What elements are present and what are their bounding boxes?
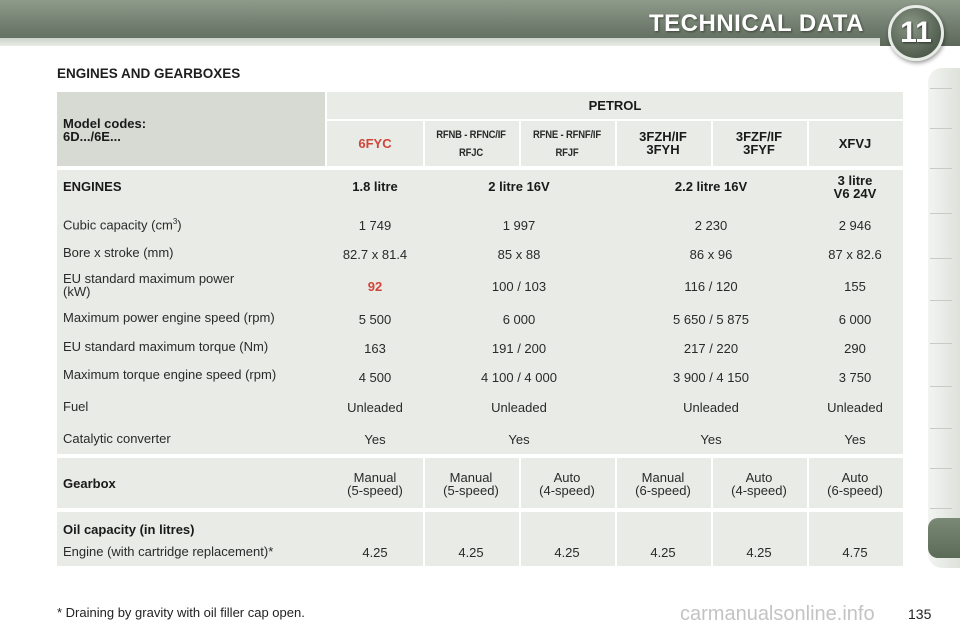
table-cell: Yes (364, 432, 386, 447)
tab-divider (930, 428, 952, 429)
superscript: 3 (172, 217, 178, 226)
table-cell: 5 500 (358, 312, 392, 327)
table-cell: Unleaded (683, 400, 739, 415)
model-code: 6FYC (358, 136, 392, 151)
row-label: Catalytic converter (63, 431, 171, 446)
divider (519, 121, 521, 166)
table-cell: 1 997 (502, 218, 536, 233)
row-label: Maximum power engine speed (rpm) (63, 310, 275, 325)
table-cell: 3 750 (838, 370, 872, 385)
header-underline (0, 38, 880, 46)
tab-divider (930, 386, 952, 387)
table-cell: 86 x 96 (689, 247, 733, 262)
model-codes-label: Model codes: (63, 116, 147, 131)
gearbox-cell: Auto (745, 470, 773, 485)
row-label-cubic-capacity (63, 215, 323, 232)
oil-cell: 4.75 (842, 545, 868, 560)
gearbox-cell: Auto (553, 470, 581, 485)
engine-name: V6 24V (833, 186, 877, 201)
chapter-number: 11 (900, 16, 932, 49)
table-cell: 2 230 (694, 218, 728, 233)
table-cell: 6 000 (838, 312, 872, 327)
table-cell: 92 (367, 279, 383, 294)
model-code: XFVJ (838, 136, 872, 151)
chapter-tab-strip (928, 68, 960, 568)
table-cell: 290 (844, 341, 866, 356)
row-label: Bore x stroke (mm) (63, 245, 174, 260)
oil-cell: 4.25 (458, 545, 484, 560)
table-cell: Unleaded (491, 400, 547, 415)
tab-divider (930, 468, 952, 469)
engine-name: 2 litre 16V (488, 179, 550, 194)
table-cell: 4 500 (358, 370, 392, 385)
row-label-text: Cubic capacity (cm (63, 217, 173, 233)
tab-divider (930, 300, 952, 301)
gearbox-cell: (4-speed) (731, 483, 787, 498)
model-code: 3FYF (743, 142, 775, 157)
model-code: RFJF (555, 147, 579, 159)
table-cell: 155 (844, 279, 866, 294)
table-cell: 217 / 220 (683, 341, 739, 356)
fuel-group-header: PETROL (588, 98, 642, 113)
gearbox-cell: Manual (449, 470, 493, 485)
chapter-tab-active[interactable] (928, 518, 960, 558)
model-code: 3FYH (646, 142, 680, 157)
row-label: Fuel (63, 399, 89, 414)
model-code: 3FZF/IF (735, 129, 783, 144)
gearbox-cell: (4-speed) (539, 483, 595, 498)
row-label: EU standard maximum torque (Nm) (63, 339, 269, 354)
model-code: RFNB - RFNC/IF (436, 129, 506, 141)
table-cell: 100 / 103 (491, 279, 547, 294)
table-cell: 116 / 120 (684, 279, 738, 294)
page-number: 135 (908, 606, 932, 622)
table-cell: 3 900 / 4 150 (673, 370, 749, 385)
gearbox-cell: (6-speed) (827, 483, 883, 498)
tab-divider (930, 343, 952, 344)
row-label: EU standard maximum power (63, 271, 235, 286)
tab-divider (930, 128, 952, 129)
oil-capacity-label: Oil capacity (in litres) (63, 522, 195, 537)
model-codes-value: 6D.../6E... (63, 129, 121, 144)
row-label: (kW) (63, 284, 91, 299)
table-cell: 163 (364, 341, 386, 356)
table-cell: 82.7 x 81.4 (342, 247, 408, 262)
oil-cell: 4.25 (554, 545, 580, 560)
divider (423, 121, 425, 166)
tab-divider (930, 508, 952, 509)
gearbox-cell: (5-speed) (347, 483, 403, 498)
table-cell: 6 000 (502, 312, 536, 327)
table-cell: Unleaded (827, 400, 883, 415)
table-cell: Unleaded (347, 400, 403, 415)
section-title: ENGINES AND GEARBOXES (57, 66, 241, 81)
engines-label: ENGINES (63, 179, 122, 194)
model-code: RFNE - RFNF/IF (532, 129, 601, 141)
table-cell: 5 650 / 5 875 (673, 312, 749, 327)
engine-name: 1.8 litre (352, 179, 398, 194)
table-cell: Yes (700, 432, 722, 447)
table-cell: 4 100 / 4 000 (481, 370, 557, 385)
table-cell: 1 749 (358, 218, 392, 233)
watermark: carmanualsonline.info (680, 603, 875, 625)
gearbox-label: Gearbox (63, 476, 116, 491)
oil-cell: 4.25 (650, 545, 676, 560)
gearbox-cell: Manual (353, 470, 397, 485)
table-cell: 85 x 88 (497, 247, 541, 262)
table-cell: Yes (508, 432, 530, 447)
table-cell: Yes (844, 432, 866, 447)
chapter-badge (888, 5, 944, 61)
table-cell: 191 / 200 (491, 341, 547, 356)
oil-capacity-sub-label: Engine (with cartridge replacement)* (63, 544, 274, 559)
gearbox-cell: (5-speed) (443, 483, 499, 498)
row-label-text: ) (177, 217, 182, 233)
row-label: Maximum torque engine speed (rpm) (63, 367, 277, 382)
tab-divider (930, 258, 952, 259)
model-code: RFJC (458, 147, 484, 159)
tab-divider (930, 88, 952, 89)
table-cell: 87 x 82.6 (828, 247, 882, 262)
engine-name: 3 litre (837, 173, 873, 188)
page-title: TECHNICAL DATA (649, 10, 864, 37)
oil-cell: 4.25 (746, 545, 772, 560)
model-code: 3FZH/IF (639, 129, 687, 144)
oil-cell: 4.25 (362, 545, 388, 560)
gearbox-cell: Auto (841, 470, 869, 485)
table-cell: 2 946 (838, 218, 872, 233)
engine-name: 2.2 litre 16V (674, 179, 748, 194)
tab-divider (930, 213, 952, 214)
gearbox-cell: Manual (641, 470, 685, 485)
tab-divider (930, 168, 952, 169)
footnote: * Draining by gravity with oil filler cap open. (57, 605, 305, 620)
gearbox-cell: (6-speed) (635, 483, 691, 498)
